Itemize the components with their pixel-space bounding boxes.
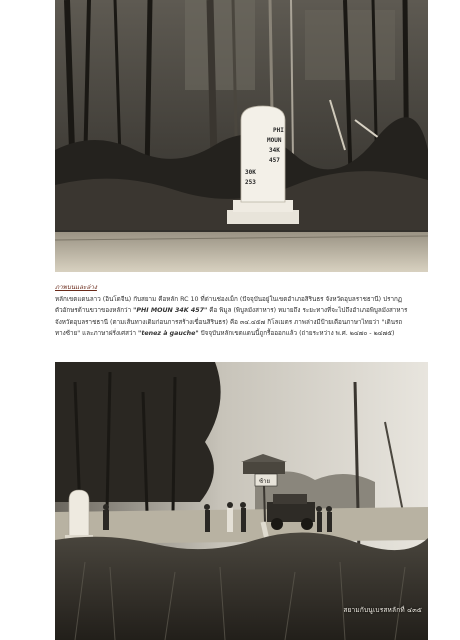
caption-line-2-text: ตัวอักษรด้านขวาของหลักว่า bbox=[55, 307, 134, 315]
caption-line-4-text-end: ปัจจุบันหลักเขตแดนนี้ถูกรื้อออกแล้ว (ถ่ายระหว่าง พ.ศ. ๒๔๗๐ - ๒๔๗๕) bbox=[198, 329, 395, 337]
caption-marker-inscription: "PHI MOUN 34K 457" bbox=[133, 307, 208, 315]
marker-label-low2: 253 bbox=[245, 179, 256, 186]
forest-marker-scene bbox=[55, 0, 428, 272]
checkpoint-scene bbox=[55, 362, 428, 640]
marker-label-mid2: 34K bbox=[269, 147, 280, 154]
caption-french-sign: "tenez à gauche" bbox=[138, 329, 199, 337]
border-marker-post bbox=[65, 490, 93, 541]
caption-line-3: จังหวัดอุบลราชธานี (ตามเส้นทางเดิมก่อนการสร้างเขื่อนสิรินธร) คือ ๓๔.๔๕๗ กิโลเมตร ภาพล่างมีป้ายเตือนภาษาไทยว่า "เดินรถ bbox=[55, 318, 403, 326]
marker-label-low1: 30K bbox=[245, 169, 256, 176]
caption-line-1: หลักเขตแดนลาว (อินโดจีน) กับสยาม คือหลัก RC 10 ที่ด่านช่องเม็ก (ปัจจุบันอยู่ในเขตอำเภอสิรินธร จังหวัดอุบลราชธานี) ปรากฏ bbox=[55, 296, 403, 304]
marker-label-mid1: MOUN bbox=[267, 137, 282, 144]
bottom-photograph bbox=[55, 362, 428, 640]
sign-text: ซ้าย bbox=[259, 478, 270, 485]
caption-line-2-text-end: คือ พิมูล (พิบูลมังสาหาร) หมายถึง ระยะทางที่จะไปถึงอำเภอพิบูลมังสาหาร bbox=[207, 307, 408, 315]
page-folio: สยามกับนูเบรสหลักที่ ๔๓๕ bbox=[343, 606, 422, 614]
caption-heading: ภาพบนและล่าง bbox=[55, 284, 97, 291]
caption-line-4-text: ทางซ้าย" และภาษาฝรั่งเศสว่า bbox=[55, 329, 139, 337]
top-photograph bbox=[55, 0, 428, 272]
marker-label-top: PHI bbox=[273, 127, 284, 134]
caption-line-2 bbox=[55, 305, 430, 316]
caption-line-4 bbox=[55, 328, 430, 339]
photo-caption bbox=[55, 282, 430, 339]
marker-label-mid3: 457 bbox=[269, 157, 280, 164]
